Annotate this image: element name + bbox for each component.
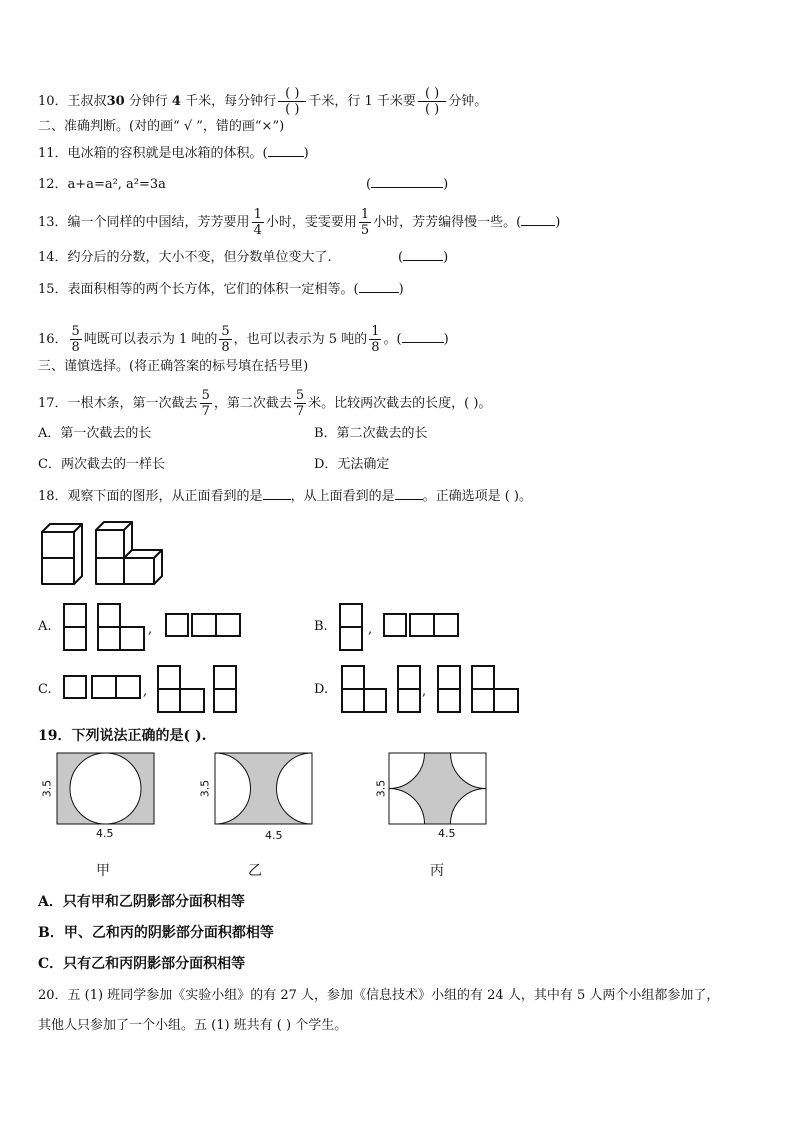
section-2-heading: 二、准确判断。(对的画“ √ ”，错的画“×”) (38, 119, 285, 134)
question-13: 13．编一个同样的中国结，芳芳要用 $\frac{1}{4}$ 小时，雯雯要用 $\frac{1}{5}$ 小时，芳芳编得慢一些。( ) (38, 207, 561, 238)
question-14: 14．约分后的分数，大小不变，但分数单位变大了. (38, 250, 332, 265)
answer-blank[interactable] (402, 330, 444, 343)
answer-blank[interactable] (268, 144, 304, 157)
question-number: 10． (38, 94, 68, 109)
question-12: 12．a+a=a², a²=3a (38, 177, 166, 192)
question-20-line-2: 其他人只参加了一个小组。五 (1) 班共有 ( ) 个学生。 (38, 1018, 348, 1033)
base-label: 4.5 (265, 829, 283, 842)
question-12-answer: ( ) (366, 177, 449, 192)
answer-blank[interactable] (403, 248, 443, 261)
option-b-views (338, 602, 468, 652)
answer-blank[interactable] (263, 487, 291, 500)
figure-bing (388, 752, 488, 826)
option-c[interactable]: C．两次截去的一样长 (38, 457, 165, 472)
option-a[interactable]: A. (38, 619, 52, 634)
question-20: 20．五 (1) 班同学参加《实验小组》的有 27 人，参加《信息技术》小组的有 24 人，其中有 5 人两个小组都参加了， (38, 988, 720, 1003)
figure-name: 甲 (96, 863, 110, 879)
option-a[interactable]: A．只有甲和乙阴影部分面积相等 (38, 894, 245, 910)
figure-name: 丙 (430, 863, 444, 879)
answer-blank[interactable] (395, 487, 423, 500)
question-18: 18．观察下面的图形，从正面看到的是 ，从上面看到的是 。正确选项是 ( )。 (38, 489, 532, 504)
option-a[interactable]: A．第一次截去的长 (38, 426, 152, 441)
answer-fraction-blank[interactable]: $\frac{( )}{( )}$ (278, 86, 306, 117)
side-label: 3.5 (198, 779, 212, 798)
base-label: 4.5 (438, 827, 456, 840)
option-b[interactable]: B．甲、乙和丙的阴影部分面积都相等 (38, 925, 274, 941)
figure-name: 乙 (248, 863, 262, 879)
figure-jia (56, 752, 156, 826)
base-label: 4.5 (96, 827, 114, 840)
cube-solid-figure (38, 518, 168, 586)
option-d[interactable]: D．无法确定 (314, 457, 390, 472)
section-3-heading: 三、谨慎选择。(将正确答案的标号填在括号里) (38, 359, 309, 374)
option-c[interactable]: C. (38, 682, 52, 697)
answer-blank[interactable] (521, 213, 555, 226)
question-11: 11．电冰箱的容积就是电冰箱的体积。( ) (38, 146, 309, 161)
question-16: 16． $\frac{5}{8}$ 吨既可以表示为 1 吨的 $\frac{5}{8}$ ，也可以表示为 5 吨的 $\frac{1}{8}$ 。( ) (38, 324, 449, 355)
option-d[interactable]: D. (314, 682, 329, 697)
option-d-views (340, 664, 524, 714)
option-b[interactable]: B．第二次截去的长 (314, 426, 428, 441)
question-19: 19．下列说法正确的是( ). (38, 728, 207, 744)
question-14-answer: ( ) (398, 250, 449, 265)
option-c[interactable]: C．只有乙和丙阴影部分面积相等 (38, 956, 246, 972)
option-b[interactable]: B. (314, 619, 328, 634)
side-label: 3.5 (40, 779, 54, 798)
option-c-views (62, 664, 242, 714)
answer-fraction-blank[interactable]: $\frac{( )}{( )}$ (418, 86, 446, 117)
side-label: 3.5 (374, 779, 388, 798)
question-10: 10．王叔叔30 分钟行 4 千米，每分钟行 $\frac{( )}{( )}$ 千米，行 1 千米要 $\frac{( )}{( )}$ 分钟。 (38, 86, 488, 117)
answer-blank[interactable] (359, 280, 399, 293)
answer-blank[interactable] (371, 175, 443, 188)
figure-yi (214, 752, 314, 826)
question-17: 17．一根木条，第一次截去 $\frac{5}{7}$ ，第二次截去 $\frac{5}{7}$ 米。比较两次截去的长度，( )。 (38, 388, 492, 419)
question-15: 15．表面积相等的两个长方体，它们的体积一定相等。( ) (38, 282, 404, 297)
